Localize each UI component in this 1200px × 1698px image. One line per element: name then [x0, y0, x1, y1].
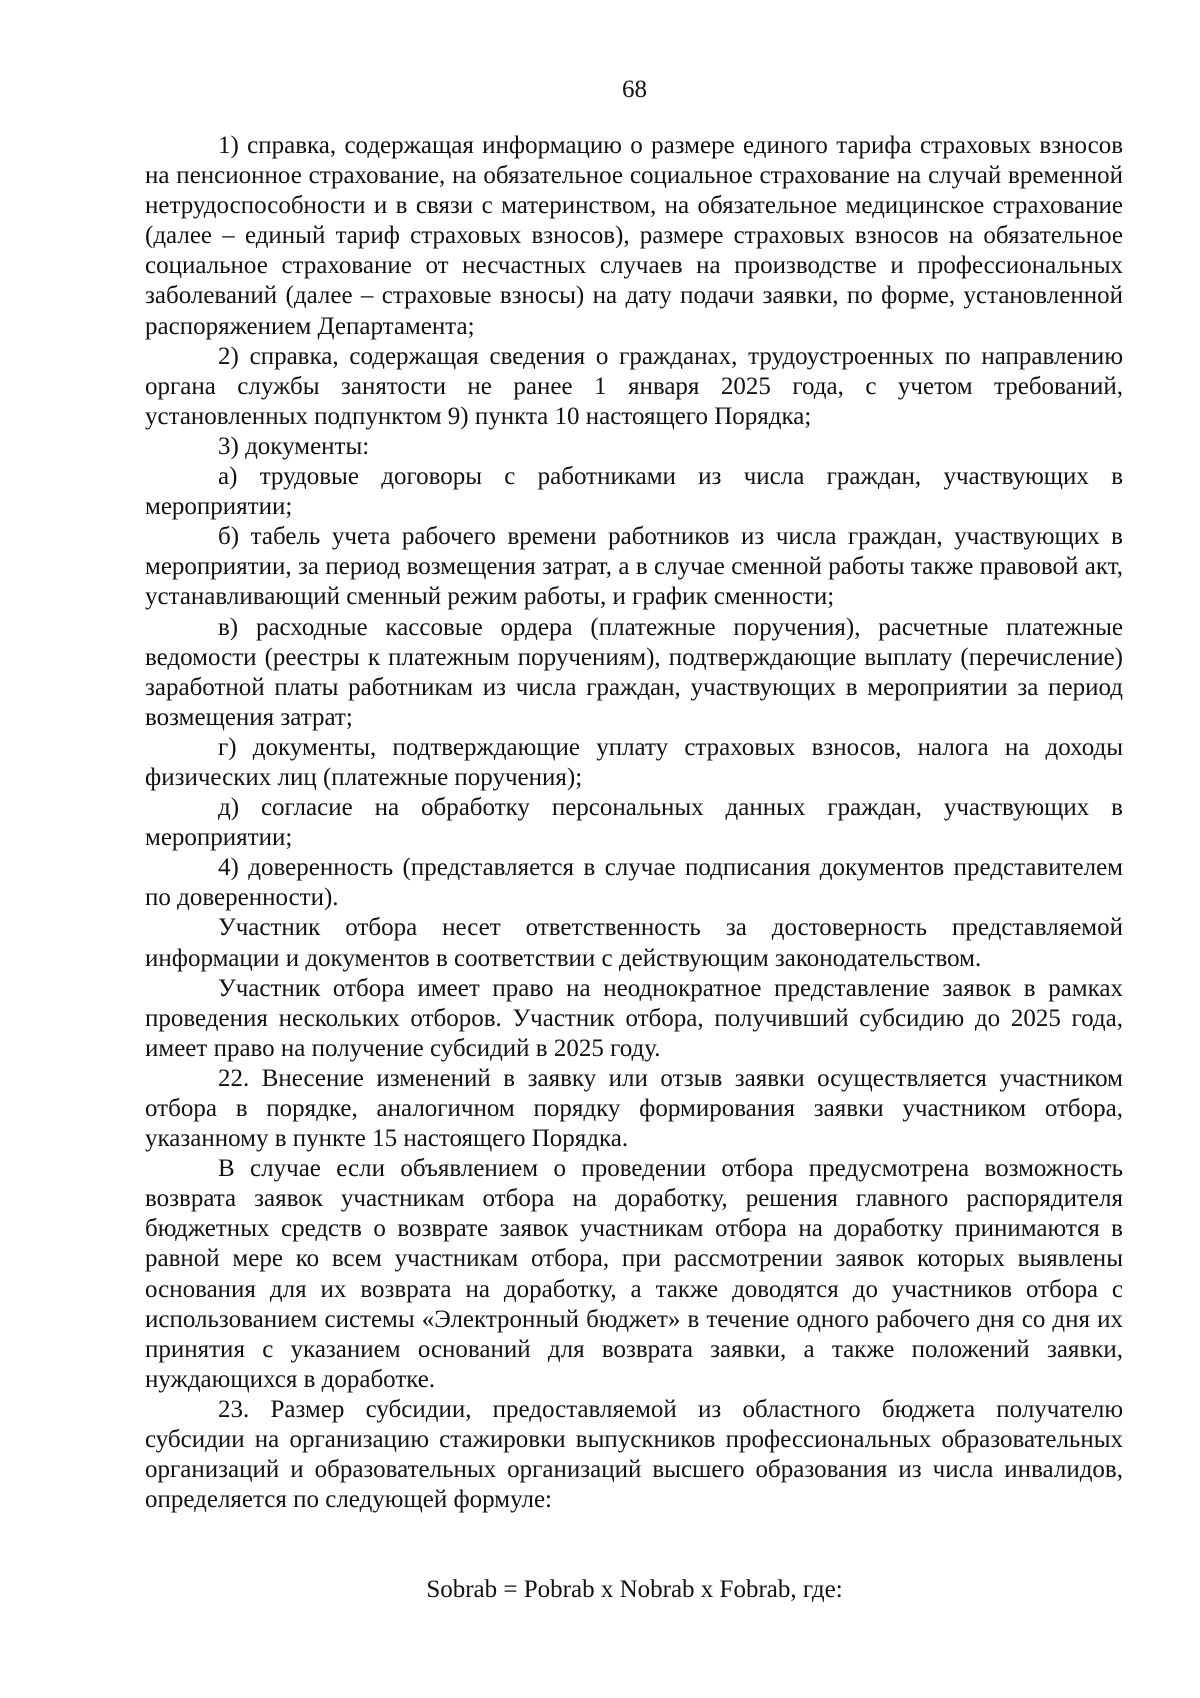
paragraph-application-return: В случае если объявлением о проведении отбора предусмотрена возможность возврата заявок участникам отбора на доработку, решения главного распорядителя бюджетных средств о возврате заявок участникам отбора на доработку принимаются в равной мере ко всем участникам отбора, при рассмотрении заявок которых выявлены основания для их возврата на доработку, а также доводятся до участников отбора с использованием системы «Электронный бюджет» в течение одного рабочего дня со дня их принятия с указанием оснований для возврата заявки, а также положений заявки, нуждающихся в доработке.	[145, 1155, 1123, 1393]
paragraph-subitem-d-personal-data-consent: д) согласие на обработку персональных данных граждан, участвующих в мероприятии;	[145, 794, 1123, 852]
paragraph-participant-rights: Участник отбора имеет право на неоднократное представление заявок в рамках проведения нескольких отборов. Участник отбора, получивший субсидию до 2025 года, имеет право на получение субсидий в 2025 году.	[145, 974, 1123, 1062]
document-body	[145, 131, 1123, 1515]
paragraph-item-2-certificate-employed-citizens: 2) справка, содержащая сведения о гражданах, трудоустроенных по направлению органа службы занятости не ранее 1 января 2025 года, с учетом требований, установленных подпунктом 9) пункта 10 настоящего Порядка;	[145, 342, 1123, 430]
paragraph-section-23: 23. Размер субсидии, предоставляемой из областного бюджета получателю субсидии на организацию стажировки выпускников профессиональных образовательных организаций и образовательных организаций высшего образования из числа инвалидов, определяется по следующей формуле:	[145, 1395, 1123, 1514]
paragraph-subitem-g-tax-payments: г) документы, подтверждающие уплату страховых взносов, налога на доходы физических лиц (платежные поручения);	[145, 733, 1123, 791]
paragraph-item-1-certificate-insurance-tariff: 1) справка, содержащая информацию о размере единого тарифа страховых взносов на пенсионное страхование, на обязательное социальное страхование на случай временной нетрудоспособности и в связи с материнством, на обязательное медицинское страхование (далее – единый тариф страховых взносов), размере страховых взносов на обязательное социальное страхование от несчастных случаев на производстве и профессиональных заболеваний (далее – страховые взносы) на дату подачи заявки, по форме, установленной распоряжением Департамента;	[145, 132, 1123, 340]
subsidy-formula: Sobrab = Pobrab x Nobrab x Fobrab, где:	[426, 1576, 843, 1603]
page-number: 68	[622, 76, 647, 103]
paragraph-participant-responsibility: Участник отбора несет ответственность за достоверность представляемой информации и документов в соответствии с действующим законодательством.	[145, 914, 1123, 972]
paragraph-subitem-a-labor-contracts: а) трудовые договоры с работниками из числа граждан, участвующих в мероприятии;	[145, 463, 1123, 521]
paragraph-item-4-power-of-attorney: 4) доверенность (представляется в случае подписания документов представителем по доверенности).	[145, 854, 1123, 912]
paragraph-item-3-documents: 3) документы:	[218, 432, 370, 460]
paragraph-subitem-v-cash-orders: в) расходные кассовые ордера (платежные поручения), расчетные платежные ведомости (реестры к платежным поручениям), подтверждающие выплату (перечисление) заработной платы работникам из числа граждан, участвующих в мероприятии за период возмещения затрат;	[145, 613, 1123, 731]
paragraph-subitem-b-timesheet: б) табель учета рабочего времени работников из числа граждан, участвующих в мероприятии, за период возмещения затрат, а в случае сменной работы также правовой акт, устанавливающий сменный режим работы, и график сменности;	[145, 523, 1123, 611]
paragraph-section-22: 22. Внесение изменений в заявку или отзыв заявки осуществляется участником отбора в порядке, аналогичном порядку формирования заявки участником отбора, указанному в пункте 15 настоящего Порядка.	[145, 1064, 1123, 1153]
